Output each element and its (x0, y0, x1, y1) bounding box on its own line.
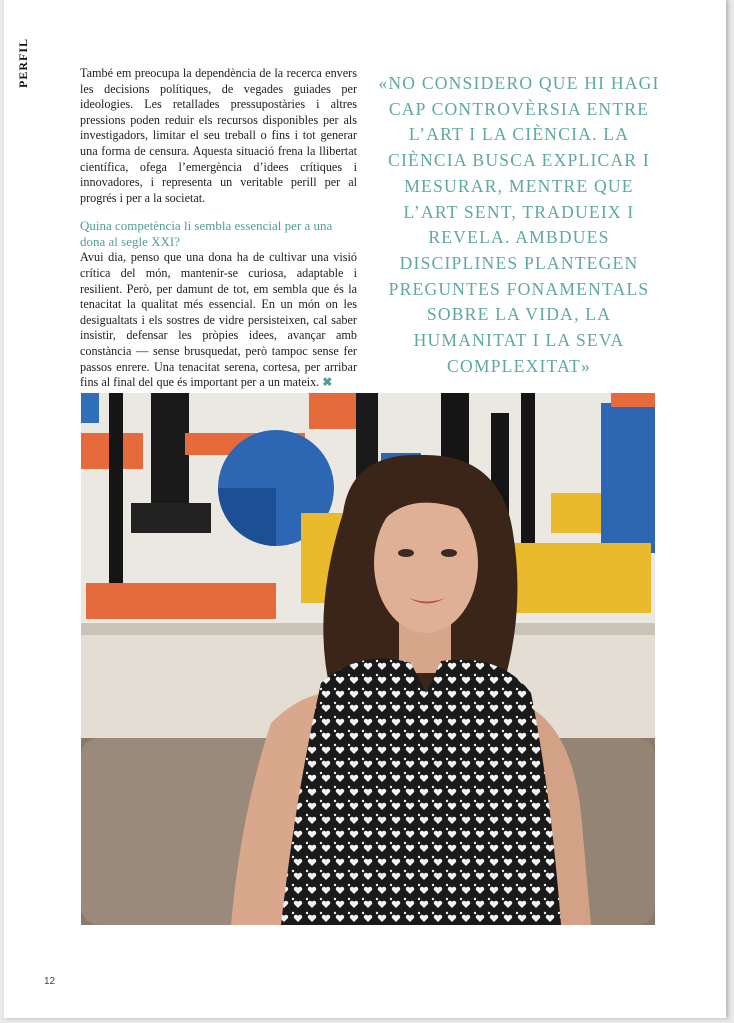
article-paragraph-2 (80, 250, 357, 390)
answer-text: Avui dia, penso que una dona ha de cultivar una visió crítica del món, mantenir-se curiosa, adaptable i resilient. Però, per damunt de tot, em sembla que és la tenacitat la qualitat més essencial. En un món on les desigualtats i els sostres de vidre persisteixen, cal saber insistir, defensar les pròpies idees, avançar amb constància — sense brusquedat, però tampoc sense fer passos enrere. Una tenacitat serena, cortesa, per arribar fins al final del que és important per a un mateix. (80, 250, 357, 390)
magazine-page (4, 0, 726, 1018)
pull-quote: «NO CONSIDERO QUE HI HAGI CAP CONTROVÈRSIA ENTRE L’ART I LA CIÈNCIA. LA CIÈNCIA BUSCA EXPLICAR I MESURAR, MENTRE QUE L’ART SENT, TRADUEIX I REVELA. AMBDUES DISCIPLINES PLANTEGEN PREGUNTES FONAMENTALS SOBRE LA VIDA, LA HUMANITAT I LA SEVA COMPLEXITAT» (378, 73, 660, 376)
portrait-photo (81, 393, 655, 925)
page-number: 12 (44, 976, 56, 987)
article-paragraph-1: També em preocupa la dependència de la recerca envers les decisions polítiques, de vegades guiades per ideologies. Les retallades pressupostàries i altres pressions poden reduir els recursos disponibles per als investigadors, limitar el seu treball o fins i tot generar una forma de censura. Aquesta situació frena la llibertat científica, ofega l’emergència d’idees crítiques i innovadores, i representa un veritable perill per al progrés i per a la societat. (80, 66, 357, 205)
article-body (80, 66, 357, 391)
portrait-illustration (81, 393, 655, 925)
interview-question: Quina competència li sembla essencial per a una dona al segle XXI? (80, 218, 333, 250)
end-mark-icon: ✖ (322, 375, 333, 390)
section-label: PERFIL (16, 38, 30, 89)
